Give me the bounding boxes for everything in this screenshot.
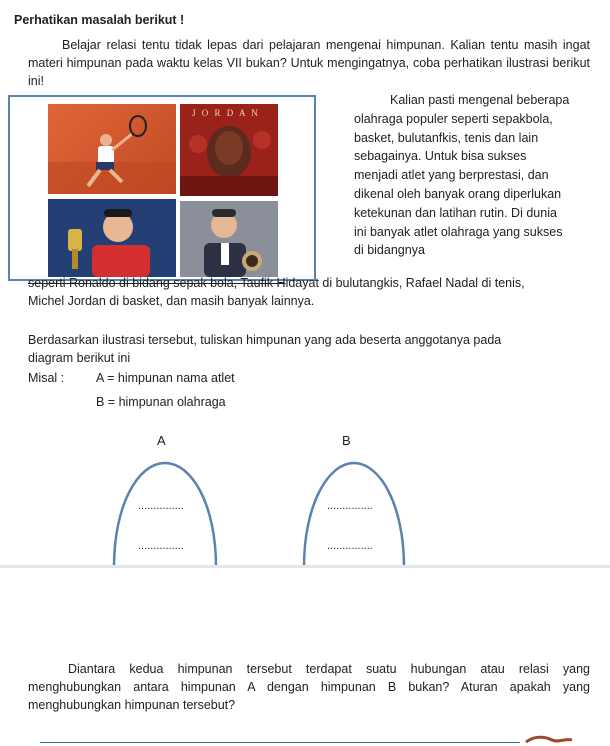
side-line: di bidangnya [354, 243, 425, 258]
side-line: basket, bulutanfkis, tenis dan lain [354, 130, 539, 145]
bottom-rule [40, 742, 520, 743]
set-b-definition: B = himpunan olahraga [96, 395, 226, 409]
set-b-blank-2[interactable]: ............... [327, 540, 373, 552]
side-line: sebagainya. Untuk bisa sukses [354, 149, 527, 164]
continuation-line2: Michel Jordan di basket, dan masih banyak lainnya. [28, 294, 315, 308]
example-label: Misal : [28, 371, 65, 385]
side-line: Kalian pasti mengenal beberapa [390, 93, 570, 107]
question-one-cont: diagram berikut ini [28, 351, 131, 365]
side-line: menjadi atlet yang berprestasi, dan [354, 168, 549, 183]
side-line: ketekunan dan latihan rutin. Di dunia [354, 205, 557, 220]
side-line: dikenal oleh banyak orang diperlukan [354, 186, 562, 201]
set-b-blank-1[interactable]: ............... [327, 500, 373, 512]
badminton-athlete-photo [48, 199, 176, 277]
footballer-photo [180, 201, 278, 277]
poster-text: J O R D A N [192, 108, 260, 118]
question-one: Berdasarkan ilustrasi tersebut, tuliskan himpunan yang ada beserta anggotanya pada [28, 333, 502, 347]
continuation-text: idayat di bulutangkis, Rafael Nadal di tenis, [285, 276, 525, 290]
set-a-label: A [157, 433, 166, 448]
tennis-player-photo [48, 104, 176, 194]
jordan-poster-photo [180, 104, 278, 196]
set-a-definition: A = himpunan nama atlet [96, 371, 235, 385]
side-line: ini banyak atlet olahraga yang sukses [354, 224, 563, 239]
continuation-paragraph [28, 274, 590, 310]
set-a-blank-1[interactable]: ............... [138, 500, 184, 512]
set-a-blank-2[interactable]: ............... [138, 540, 184, 552]
set-b-label: B [342, 433, 351, 448]
side-line: olahraga populer seperti sepakbola, [354, 111, 553, 126]
page-separator [0, 565, 610, 568]
struck-text: seperti Ronaldo di bidang sepak bola, Taufik H [28, 276, 286, 290]
decoration-icon [524, 734, 574, 746]
question-two: Diantara kedua himpunan tersebut terdapat suatu hubungan atau relasi yang menghubungkan antara himpunan A dengan himpunan B bukan? Aturan apakah yang menghubungkan himpunan tersebut? [28, 662, 590, 712]
intro-paragraph: Belajar relasi tentu tidak lepas dari pelajaran mengenai himpunan. Kalian tentu masih ingat materi himpunan pada waktu kelas VII bukan? Untuk mengingatnya, coba perhatikan ilustrasi berikut ini! [28, 38, 590, 88]
side-paragraph [354, 91, 590, 260]
page-heading: Perhatikan masalah berikut ! [14, 13, 185, 27]
